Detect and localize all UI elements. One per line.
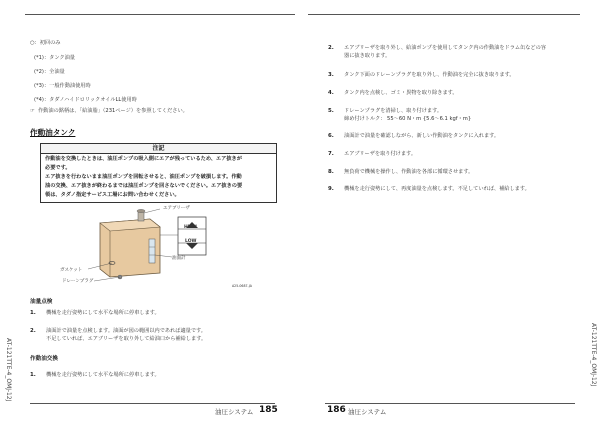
step-text-continued: 締め付けトルク： 55〜60 N・m {5.6〜6.1 kgf・m} — [344, 116, 472, 122]
step-text: エアブリーザを取り外し、給油ポンプを使用してタンク内の作動油をドラム缶などの容 — [344, 45, 546, 51]
notice-line: エア抜きを行わないまま油圧ポンプを回転させると、油圧ポンプを破損します。作動 — [45, 174, 242, 180]
level-gauge-label: 油面計 — [172, 256, 186, 261]
bottom-rule — [325, 403, 575, 404]
step-number: 6. — [328, 133, 334, 139]
oil-check-heading: 油量点検 — [30, 299, 53, 305]
step-text: 油面計で油量を確認しながら、新しい作動油をタンクに入れます。 — [344, 133, 500, 139]
step-number: 5. — [328, 108, 334, 114]
page-number: 185 — [259, 405, 278, 415]
step-number: 2. — [30, 328, 36, 334]
step-number: 8. — [328, 169, 334, 175]
tank-figure — [60, 205, 275, 290]
right-page — [300, 0, 600, 424]
step-number: 7. — [328, 151, 334, 157]
bottom-rule — [30, 403, 275, 404]
step-text: 無負荷で機械を操作し、作動油を各部に循環させます。 — [344, 169, 474, 175]
top-rule — [308, 14, 580, 15]
step-text: 油面計で油量を点検します。油面が図の範囲以内であれば適量です。 — [46, 328, 206, 334]
page-number: 186 — [327, 405, 346, 415]
step-text: 機械を走行姿勢にして、再度油量を点検します。不足していれば、補給します。 — [344, 186, 530, 192]
step-text: タンク内を点検し、ゴミ・異物を取り除きます。 — [344, 90, 458, 96]
step-text: 機械を走行姿勢にして水平な場所に停車します。 — [46, 372, 160, 378]
notice-title: 注記 — [41, 144, 276, 154]
step-text: ドレーンプラグを清掃し、取り付けます。 — [344, 108, 443, 114]
top-rule — [25, 14, 295, 15]
step-number: 1. — [30, 372, 36, 378]
step-number: 2. — [328, 45, 334, 51]
step-number: 1. — [30, 310, 36, 316]
figure-id: A25-0687-JA — [232, 284, 252, 288]
footer-section-title: 油圧システム — [348, 408, 387, 416]
step-number: 3. — [328, 72, 334, 78]
document-code: AT-121TTE-4_OMJ-12J — [590, 323, 597, 387]
legend-general-oil: (*3)：一般作動油使用時 — [34, 83, 91, 89]
step-text-continued: 不足していれば、エアブリーザを取り外して給油口から補給します。 — [46, 336, 207, 342]
legend-tank-volume: (*1)：タンク油量 — [34, 55, 75, 61]
legend-total-volume: (*2)：全油量 — [34, 69, 65, 75]
step-number: 4. — [328, 90, 334, 96]
high-label: HIGH — [184, 225, 197, 230]
notice-box — [40, 143, 277, 203]
step-text: 機械を走行姿勢にして水平な場所に停車します。 — [46, 310, 160, 316]
document-code: AT-121TTE-4_OMJ-12J — [5, 338, 12, 402]
step-number: 9. — [328, 186, 334, 192]
notice-line: 領は、タダノ指定サービス工場にお問い合わせください。 — [45, 192, 180, 198]
notice-line: 油の交換、エア抜きが終わるまでは油圧ポンプを回さないでください。エア抜きの要 — [45, 183, 243, 189]
oil-change-heading: 作動油交換 — [30, 356, 58, 362]
gasket-label: ガスケット — [60, 268, 83, 273]
notice-line: 作動油を交換したときは、油圧ポンプの吸入側にエアが残っているため、エア抜きが — [45, 156, 242, 162]
reference-note: 作動油の銘柄は、「給油脂」（231ページ）を参照してください。 — [38, 108, 188, 114]
notice-line: 必要です。 — [45, 165, 71, 171]
footer-section-title: 油圧システム — [215, 408, 254, 416]
legend-tadano-oil: (*4)：タダノハイドロリックオイルLL使用時 — [34, 97, 137, 103]
air-breather-label: エアブリーザ — [163, 206, 190, 211]
step-text-continued: 器に抜き取ります。 — [344, 53, 391, 59]
step-text: タンク下面のドレーンプラグを取り外し、作動油を完全に抜き取ります。 — [344, 72, 515, 78]
step-text: エアブリーザを取り付けます。 — [344, 151, 417, 157]
section-heading: 作動油タンク — [30, 128, 76, 137]
drain-plug-label: ドレーンプラグ — [62, 279, 94, 284]
low-label: LOW — [185, 239, 197, 244]
reference-icon: ☞ — [30, 108, 35, 114]
legend-initial-only: ○：初回のみ — [30, 40, 61, 46]
